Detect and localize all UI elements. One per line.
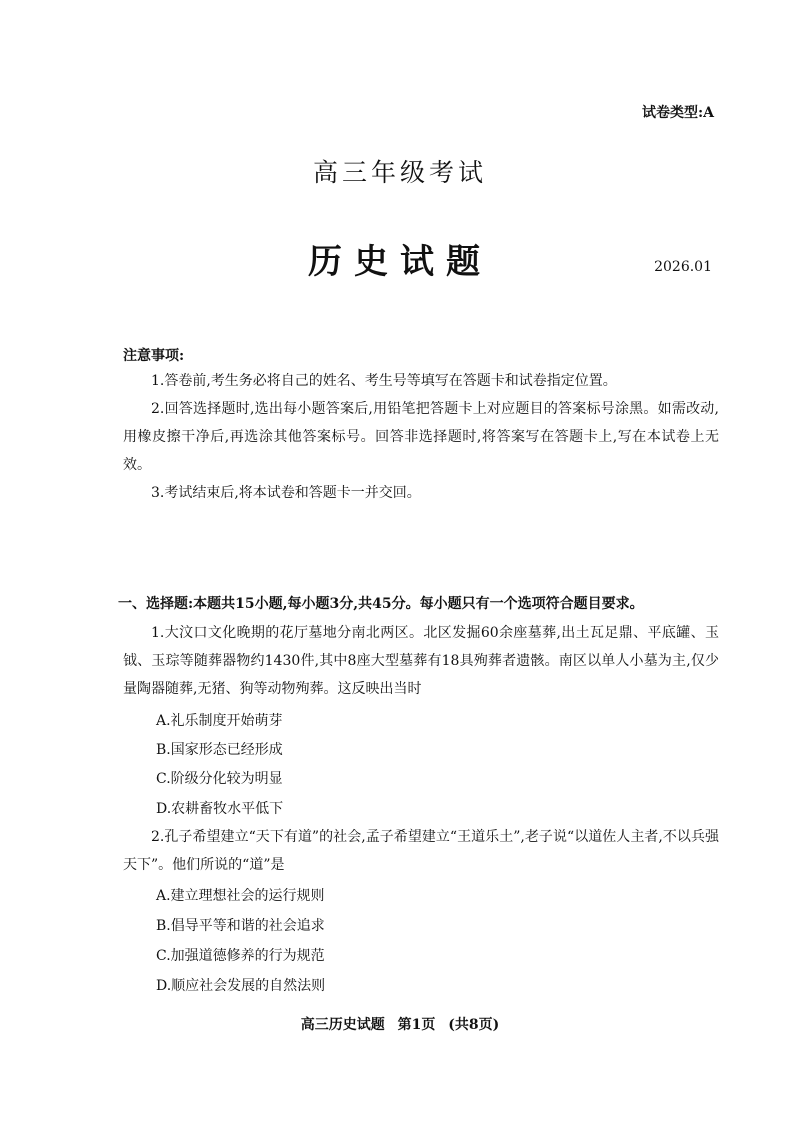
question-2-option-a: A.建立理想社会的运行规则 bbox=[156, 888, 325, 904]
footer-page-total: (共8页) bbox=[448, 1017, 500, 1033]
notice-item-2: 2.回答选择题时,选出每小题答案后,用铅笔把答题卡上对应题目的答案标号涂黑。如需改动,用橡皮擦干净后,再选涂其他答案标号。回答非选择题时,将答案写在答题卡上,写在本试卷上无效。 bbox=[123, 401, 719, 473]
question-1-option-b: B.国家形态已经形成 bbox=[156, 742, 283, 758]
page-footer bbox=[0, 1014, 800, 1034]
exam-type-label: 试卷类型:A bbox=[641, 105, 714, 121]
footer-course: 高三历史试题 bbox=[300, 1017, 385, 1033]
question-2-stem: 2.孔子希望建立“天下有道”的社会,孟子希望建立“王道乐土”,老子说“以道佐人主者,不以兵强天下”。他们所说的“道”是 bbox=[123, 829, 719, 873]
section-heading: 一、选择题:本题共15小题,每小题3分,共45分。每小题只有一个选项符合题目要求。 bbox=[118, 596, 644, 612]
exam-title: 历史试题 bbox=[308, 242, 492, 282]
exam-date: 2026.01 bbox=[654, 259, 712, 275]
question-2-option-c: C.加强道德修养的行为规范 bbox=[156, 948, 325, 964]
question-1-option-a: A.礼乐制度开始萌芽 bbox=[156, 713, 283, 729]
exam-subtitle: 高三年级考试 bbox=[312, 158, 487, 187]
question-1-option-c: C.阶级分化较为明显 bbox=[156, 771, 283, 787]
footer-page-number: 第1页 bbox=[397, 1017, 436, 1033]
question-2-option-d: D.顺应社会发展的自然法则 bbox=[156, 978, 326, 994]
notice-item-1: 1.答卷前,考生务必将自己的姓名、考生号等填写在答题卡和试卷指定位置。 bbox=[151, 373, 617, 389]
notice-heading: 注意事项: bbox=[123, 348, 185, 364]
question-1-stem: 1.大汶口文化晚期的花厅墓地分南北两区。北区发掘60余座墓葬,出土瓦足鼎、平底罐、玉钺、玉琮等随葬器物约1430件,其中8座大型墓葬有18具殉葬者遗骸。南区以单人小墓为主,仅少量陶器随葬,无猪、狗等动物殉葬。这反映出当时 bbox=[123, 625, 719, 697]
notice-item-3: 3.考试结束后,将本试卷和答题卡一并交回。 bbox=[151, 485, 421, 501]
question-1-option-d: D.农耕畜牧水平低下 bbox=[156, 801, 284, 817]
question-2-option-b: B.倡导平等和谐的社会追求 bbox=[156, 918, 325, 934]
